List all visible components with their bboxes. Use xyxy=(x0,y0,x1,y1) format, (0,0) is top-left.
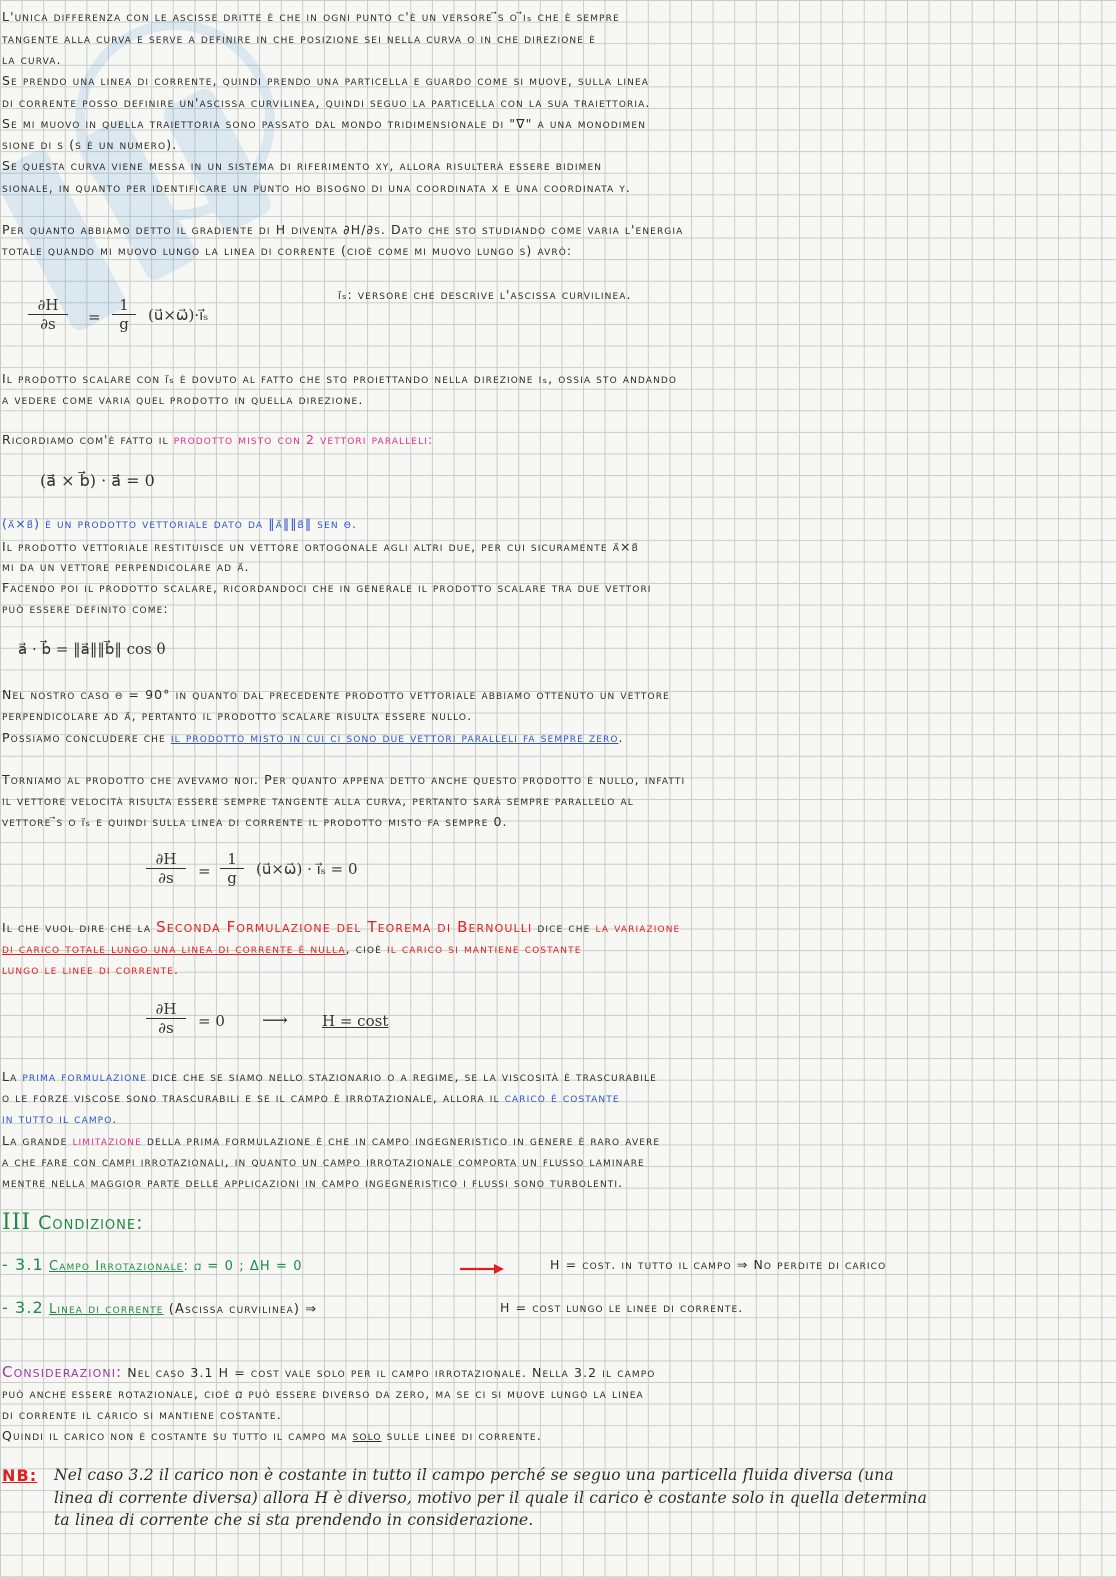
text-line xyxy=(2,1089,620,1107)
fraction-1-g: $\frac{1}{g}$ xyxy=(112,296,136,333)
text-span: Nel caso 3.1 H = cost vale solo per il campo irrotazionale. Nella 3.2 il campo xyxy=(127,1365,656,1380)
nb-label: NB: xyxy=(2,1466,38,1485)
fraction-dH-ds: $\frac{\partial H}{\partial s}$ xyxy=(146,1000,186,1037)
highlight-text: in tutto il campo. xyxy=(2,1111,118,1126)
highlight-text: prima formulazione xyxy=(22,1069,148,1084)
text-line xyxy=(2,1132,660,1150)
text-line: di corrente posso definire un'ascissa curvilinea, quindi seguo la particella con la sua traiettoria. xyxy=(2,95,651,110)
text-span: Quindi il carico non è costante su tutto il campo ma xyxy=(2,1428,353,1443)
arrow-icon xyxy=(458,1262,506,1276)
condition-number: - 3.1 xyxy=(2,1255,44,1274)
text-line: Il prodotto scalare con i⃗ₛ è dovuto al fatto che sto proiettando nella direzione iₛ, ossia sto andando xyxy=(2,371,678,386)
cross-product-term: (u⃗×ω⃗)·i⃗ₛ xyxy=(148,306,209,324)
text-line xyxy=(2,1363,655,1382)
text-line xyxy=(2,729,624,747)
text-span: (a⃗×b⃗) è un prodotto vettoriale dato da ‖a⃗‖‖b⃗‖ sen θ. xyxy=(2,516,358,531)
text-line: sione di s (s è un numero). xyxy=(2,137,178,152)
highlight-mixed-product: prodotto misto con 2 vettori paralleli: xyxy=(173,432,434,447)
text-line xyxy=(2,918,680,937)
text-line xyxy=(2,961,179,979)
text-line: Se mi muovo in quella traiettoria sono passato dal mondo tridimensionale di "∇" a una monodimen xyxy=(2,116,647,131)
condition-3-2 xyxy=(2,1299,317,1319)
text-line xyxy=(2,515,357,533)
text-span: Il che vuol dire che la xyxy=(2,920,157,935)
bernoulli-title: Seconda Formulazione del Teorema di Bernoulli xyxy=(156,918,533,936)
text-line: la curva. xyxy=(2,52,62,67)
text-span: Possiamo concludere che xyxy=(2,730,171,745)
text-span: , cioè xyxy=(345,941,387,956)
text-line: mentre nella maggior parte delle applicazioni in campo ingegneristico i flussi sono turbolenti. xyxy=(2,1175,624,1190)
arrow-icon: ⟶ xyxy=(262,1010,288,1031)
fraction-dH-ds: $\frac{\partial H}{\partial s}$ xyxy=(28,296,68,333)
condition-result: H = cost. in tutto il campo ⇒ No perdite di carico xyxy=(550,1257,887,1272)
text-span: sulle linee di corrente. xyxy=(381,1428,542,1443)
text-line: Nel nostro caso θ = 90° in quanto dal precedente prodotto vettoriale abbiamo ottenuto un vettore xyxy=(2,687,670,702)
text-line: totale quando mi muovo lungo la linea di corrente (cioè come mi muovo lungo s) avrò: xyxy=(2,243,573,258)
condition-3-1 xyxy=(2,1256,303,1276)
text-span: o le forze viscose sono trascurabili e se il campo è irrotazionale, allora il xyxy=(2,1090,505,1105)
text-line: di corrente il carico si mantiene costante. xyxy=(2,1407,282,1422)
text-span: La xyxy=(2,1069,23,1084)
condition-label: Campo Irrotazionale xyxy=(49,1259,184,1274)
text-line: L'unica differenza con le ascisse dritte è che in ogni punto c'è un versore ⃗s o ⃗iₛ che è sempre xyxy=(2,9,620,24)
highlight-text: lungo le linee di corrente. xyxy=(2,962,180,977)
versor-note: i⃗ₛ: versore che descrive l'ascissa curvilinea. xyxy=(338,287,632,302)
text-line xyxy=(2,1068,657,1086)
condition-result: H = cost lungo le linee di corrente. xyxy=(500,1300,744,1315)
text-line xyxy=(2,431,433,449)
section-numeral: III xyxy=(2,1210,32,1235)
considerations-label: Considerazioni: xyxy=(2,1363,123,1381)
text-line: a che fare con campi irrotazionali, in quanto un campo irrotazionale comporta un flusso laminare xyxy=(2,1154,645,1169)
condition-label: Linea di corrente xyxy=(49,1302,164,1317)
text-line xyxy=(2,1110,117,1128)
highlight-conclusion: il prodotto misto in cui ci sono due vettori paralleli fa sempre zero xyxy=(170,730,619,745)
text-line: tangente alla curva e serve a definire in che posizione sei nella curva o in che direzione è xyxy=(2,31,596,46)
equals-sign: = xyxy=(198,862,211,880)
nb-line: ta linea di corrente che si sta prendendo in considerazione. xyxy=(54,1511,534,1529)
text-line xyxy=(2,940,581,958)
condition-formula: : ω⃗ = 0 ; ΔH = 0 xyxy=(183,1259,303,1274)
condition-formula: (Ascissa curvilinea) ⇒ xyxy=(168,1302,318,1317)
text-span: Ricordiamo com'è fatto il xyxy=(2,432,174,447)
highlight-text: la variazione xyxy=(595,920,681,935)
text-span: La grande xyxy=(2,1133,73,1148)
text-line: il vettore velocità risulta essere sempre tangente alla curva, pertanto sarà sempre parallelo al xyxy=(2,793,634,808)
section-label: Condizione: xyxy=(38,1212,144,1234)
equation-mixed-product: (a⃗ × b⃗) · a⃗ = 0 xyxy=(40,471,155,490)
mixed-product-zero: (u⃗×ω⃗) · i⃗ₛ = 0 xyxy=(256,860,358,878)
highlight-text: carico è costante xyxy=(504,1090,620,1105)
text-line: Se questa curva viene messa in un sistema di riferimento xy, allora risulterà essere bidimen xyxy=(2,158,603,173)
text-line: può essere definito come: xyxy=(2,601,169,616)
text-span: . xyxy=(618,730,624,745)
fraction-dH-ds: $\frac{\partial H}{\partial s}$ xyxy=(146,850,186,887)
equals-zero: = 0 xyxy=(198,1012,225,1030)
text-span: della prima formulazione è che in campo ingegneristico in genere è raro avere xyxy=(141,1133,661,1148)
highlight-text: il carico si mantiene costante xyxy=(386,941,582,956)
text-line: perpendicolare ad a⃗, pertanto il prodotto scalare risulta essere nullo. xyxy=(2,708,473,723)
text-line xyxy=(2,1427,542,1445)
fraction-1-g: $\frac{1}{g}$ xyxy=(220,850,244,887)
text-line: Il prodotto vettoriale restituisce un vettore ortogonale agli altri due, per cui sicuramente a⃗×b⃗ xyxy=(2,539,639,554)
nb-line: Nel caso 3.2 il carico non è costante in tutto il campo perché se seguo una particella fluida diversa (una xyxy=(54,1466,894,1484)
text-line: vettore ⃗s o i⃗ₛ e quindi sulla linea di corrente il prodotto misto fa sempre 0. xyxy=(2,814,508,829)
text-line: Facendo poi il prodotto scalare, ricordandoci che in generale il prodotto scalare tra due vettori xyxy=(2,580,652,595)
condition-number: - 3.2 xyxy=(2,1298,44,1317)
nb-line: linea di corrente diversa) allora H è diverso, motivo per il quale il carico è costante solo in quella determina xyxy=(54,1489,928,1507)
h-constant: H = cost xyxy=(322,1012,389,1030)
highlight-text: limitazione xyxy=(72,1133,142,1148)
text-line: sionale, in quanto per identificare un punto ho bisogno di una coordinata x e una coordinata y. xyxy=(2,180,631,195)
equation-dot-product: a⃗ · b⃗ = ‖a⃗‖‖b⃗‖ cos θ xyxy=(18,640,166,658)
emphasis-only: solo xyxy=(352,1428,382,1443)
text-span: dice che se siamo nello stazionario o a regime, se la viscosità è trascurabile xyxy=(147,1069,657,1084)
text-line: può anche essere rotazionale, cioè ω⃗ può essere diverso da zero, ma se ci si muove lungo la linea xyxy=(2,1386,644,1401)
text-span: dice che xyxy=(532,920,596,935)
text-line: mi da un vettore perpendicolare ad a⃗. xyxy=(2,559,250,574)
text-line: a vedere come varia quel prodotto in quella direzione. xyxy=(2,392,364,407)
equals-sign: = xyxy=(88,308,101,326)
text-line: Torniamo al prodotto che avevamo noi. Per quanto appena detto anche questo prodotto è nullo, infatti xyxy=(2,772,686,787)
text-line: Se prendo una linea di corrente, quindi prendo una particella e guardo come si muove, sulla linea xyxy=(2,73,650,88)
highlight-text: di carico totale lungo una linea di corrente è nulla xyxy=(2,941,346,956)
text-line: Per quanto abbiamo detto il gradiente di H diventa ∂H/∂s. Dato che sto studiando come varia l'energia xyxy=(2,222,684,237)
section-title xyxy=(2,1210,144,1235)
